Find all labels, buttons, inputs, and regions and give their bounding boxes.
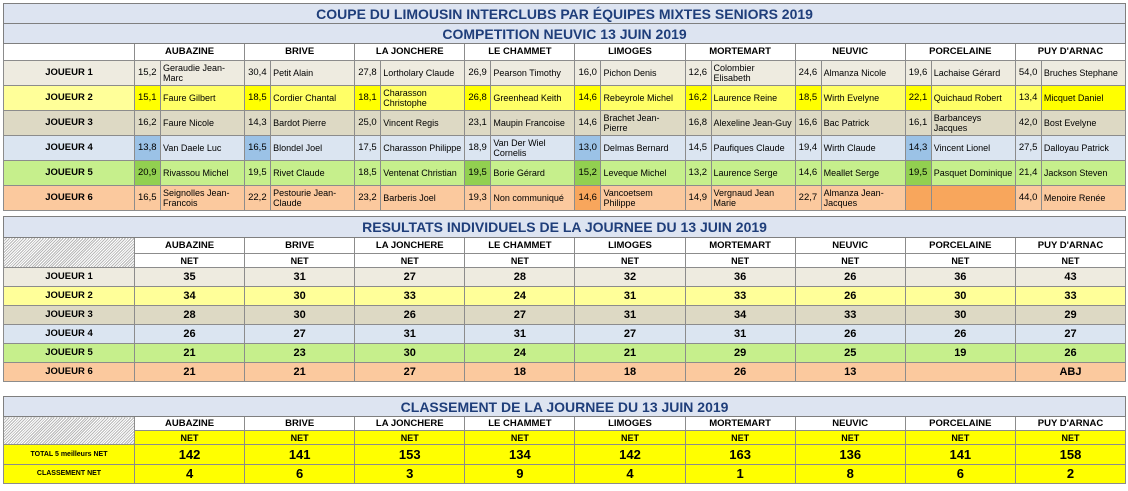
net-score: 30: [245, 287, 355, 306]
team-header: BRIVE: [245, 238, 355, 254]
hatch-cell: [4, 417, 135, 445]
team-header: LA JONCHERE: [355, 44, 465, 61]
player-handicap: 18,1: [355, 86, 381, 111]
rank-value: 4: [575, 465, 685, 484]
net-score: 26: [355, 306, 465, 325]
net-score: 26: [135, 325, 245, 344]
player-name: Charasson Philippe: [381, 136, 465, 161]
team-header: LE CHAMMET: [465, 417, 575, 431]
player-handicap: 19,6: [905, 61, 931, 86]
player-handicap: 13,8: [135, 136, 161, 161]
net-score: 27: [355, 363, 465, 382]
player-label: JOUEUR 2: [4, 86, 135, 111]
player-name: Van Der Wiel Cornelis: [491, 136, 575, 161]
player-name: Laurence Serge: [711, 161, 795, 186]
player-name: Cordier Chantal: [271, 86, 355, 111]
player-handicap: 15,1: [135, 86, 161, 111]
team-header: LA JONCHERE: [355, 238, 465, 254]
player-name: Wirth Evelyne: [821, 86, 905, 111]
net-score: 26: [685, 363, 795, 382]
player-name: Quichaud Robert: [931, 86, 1015, 111]
player-handicap: 19,4: [795, 136, 821, 161]
player-handicap: 14,6: [575, 111, 601, 136]
player-name: Borie Gérard: [491, 161, 575, 186]
net-score: 13: [795, 363, 905, 382]
player-label: JOUEUR 4: [4, 136, 135, 161]
net-score: 31: [465, 325, 575, 344]
net-score: 31: [245, 268, 355, 287]
team-header: BRIVE: [245, 44, 355, 61]
total-score: 141: [905, 445, 1015, 465]
net-score: 30: [905, 306, 1015, 325]
player-handicap: 13,4: [1015, 86, 1041, 111]
net-score: 27: [465, 306, 575, 325]
net-score: 30: [355, 344, 465, 363]
player-handicap: 16,8: [685, 111, 711, 136]
team-header: NEUVIC: [795, 417, 905, 431]
rank-value: 8: [795, 465, 905, 484]
player-handicap: 30,4: [245, 61, 271, 86]
total-score: 134: [465, 445, 575, 465]
player-handicap: 19,5: [245, 161, 271, 186]
net-score: 30: [245, 306, 355, 325]
net-score: 31: [575, 287, 685, 306]
player-label: JOUEUR 6: [4, 186, 135, 211]
player-handicap: 19,3: [465, 186, 491, 211]
player-name: Pasquet Dominique: [931, 161, 1015, 186]
net-header: NET: [1015, 431, 1125, 445]
net-header: NET: [355, 254, 465, 268]
player-handicap: 20,9: [135, 161, 161, 186]
player-name: Faure Gilbert: [161, 86, 245, 111]
net-header: NET: [685, 254, 795, 268]
player-handicap: 54,0: [1015, 61, 1041, 86]
result-row-label: JOUEUR 3: [4, 306, 135, 325]
team-header: PORCELAINE: [905, 417, 1015, 431]
total-score: 163: [685, 445, 795, 465]
net-header: NET: [575, 254, 685, 268]
team-header: PORCELAINE: [905, 44, 1015, 61]
net-header: NET: [465, 431, 575, 445]
player-handicap: 14,3: [905, 136, 931, 161]
net-score: 18: [465, 363, 575, 382]
team-header: PUY D'ARNAC: [1015, 238, 1125, 254]
total-score: 158: [1015, 445, 1125, 465]
player-handicap: 15,2: [575, 161, 601, 186]
player-handicap: 23,2: [355, 186, 381, 211]
player-name: Almanza Jean-Jacques: [821, 186, 905, 211]
net-score: ABJ: [1015, 363, 1125, 382]
net-score: 18: [575, 363, 685, 382]
rank-label: CLASSEMENT NET: [4, 465, 135, 484]
player-name: Delmas Bernard: [601, 136, 685, 161]
player-handicap: 16,5: [135, 186, 161, 211]
net-score: 25: [795, 344, 905, 363]
net-score: 33: [1015, 287, 1125, 306]
total-label: TOTAL 5 meilleurs NET: [4, 445, 135, 465]
team-header: NEUVIC: [795, 238, 905, 254]
total-score: 142: [575, 445, 685, 465]
player-name: Brachet Jean-Pierre: [601, 111, 685, 136]
player-name: Bruches Stephane: [1041, 61, 1125, 86]
player-handicap: 44,0: [1015, 186, 1041, 211]
net-score: 27: [355, 268, 465, 287]
player-name: Colombier Elisabeth: [711, 61, 795, 86]
player-name: Rivet Claude: [271, 161, 355, 186]
player-handicap: 19,5: [465, 161, 491, 186]
player-handicap: 18,5: [355, 161, 381, 186]
team-header: LE CHAMMET: [465, 238, 575, 254]
competition-title: COMPETITION NEUVIC 13 JUIN 2019: [4, 24, 1126, 44]
player-handicap: 18,9: [465, 136, 491, 161]
team-header: LA JONCHERE: [355, 417, 465, 431]
ranking-title: CLASSEMENT DE LA JOURNEE DU 13 JUIN 2019: [4, 397, 1126, 417]
net-header: NET: [905, 254, 1015, 268]
team-header: PUY D'ARNAC: [1015, 44, 1125, 61]
player-handicap: 14,3: [245, 111, 271, 136]
team-header: LIMOGES: [575, 44, 685, 61]
result-row-label: JOUEUR 4: [4, 325, 135, 344]
result-row-label: JOUEUR 2: [4, 287, 135, 306]
player-handicap: 18,5: [245, 86, 271, 111]
player-name: Barbanceys Jacques: [931, 111, 1015, 136]
player-name: Greenhead Keith: [491, 86, 575, 111]
corner-cell: [4, 44, 135, 61]
team-header: AUBAZINE: [135, 44, 245, 61]
team-header: AUBAZINE: [135, 238, 245, 254]
player-handicap: 42,0: [1015, 111, 1041, 136]
net-score: 27: [245, 325, 355, 344]
player-handicap: 17,5: [355, 136, 381, 161]
player-handicap: [905, 186, 931, 211]
player-name: Jackson Steven: [1041, 161, 1125, 186]
player-handicap: 21,4: [1015, 161, 1041, 186]
player-handicap: 13,2: [685, 161, 711, 186]
net-header: NET: [905, 431, 1015, 445]
net-score: 21: [575, 344, 685, 363]
player-handicap: 13,0: [575, 136, 601, 161]
team-header: AUBAZINE: [135, 417, 245, 431]
net-score: 33: [685, 287, 795, 306]
net-header: NET: [795, 254, 905, 268]
player-handicap: 16,2: [685, 86, 711, 111]
net-score: 36: [685, 268, 795, 287]
player-handicap: 22,7: [795, 186, 821, 211]
net-score: 31: [355, 325, 465, 344]
rank-value: 3: [355, 465, 465, 484]
player-handicap: 24,6: [795, 61, 821, 86]
player-label: JOUEUR 1: [4, 61, 135, 86]
net-header: NET: [135, 431, 245, 445]
net-score: 31: [685, 325, 795, 344]
net-score: 19: [905, 344, 1015, 363]
player-handicap: 18,5: [795, 86, 821, 111]
player-name: Rebeyrole Michel: [601, 86, 685, 111]
rank-value: 2: [1015, 465, 1125, 484]
team-header: LE CHAMMET: [465, 44, 575, 61]
net-header: NET: [245, 254, 355, 268]
net-header: NET: [1015, 254, 1125, 268]
team-header: NEUVIC: [795, 44, 905, 61]
team-header: BRIVE: [245, 417, 355, 431]
player-name: Vincent Regis: [381, 111, 465, 136]
results-title: RESULTATS INDIVIDUELS DE LA JOURNEE DU 13 JUIN 2019: [4, 217, 1126, 238]
net-score: 21: [135, 344, 245, 363]
player-handicap: 22,1: [905, 86, 931, 111]
net-score: 21: [135, 363, 245, 382]
net-score: 29: [1015, 306, 1125, 325]
player-name: Laurence Reine: [711, 86, 795, 111]
player-name: Bac Patrick: [821, 111, 905, 136]
player-handicap: 15,2: [135, 61, 161, 86]
player-name: Paufiques Claude: [711, 136, 795, 161]
net-score: 30: [905, 287, 1015, 306]
player-name: Pestourie Jean-Claude: [271, 186, 355, 211]
player-handicap: 22,2: [245, 186, 271, 211]
player-name: Ventenat Christian: [381, 161, 465, 186]
player-name: Faure Nicole: [161, 111, 245, 136]
players-table: [3, 3, 1126, 211]
net-score: 33: [795, 306, 905, 325]
player-name: Lachaise Gérard: [931, 61, 1015, 86]
player-handicap: 26,9: [465, 61, 491, 86]
player-name: Leveque Michel: [601, 161, 685, 186]
team-header: MORTEMART: [685, 44, 795, 61]
team-header: MORTEMART: [685, 238, 795, 254]
result-row-label: JOUEUR 5: [4, 344, 135, 363]
player-handicap: 16,0: [575, 61, 601, 86]
net-score: 34: [135, 287, 245, 306]
player-handicap: 12,6: [685, 61, 711, 86]
player-name: Maupin Francoise: [491, 111, 575, 136]
player-name: Wirth Claude: [821, 136, 905, 161]
net-header: NET: [135, 254, 245, 268]
net-score: 29: [685, 344, 795, 363]
ranking-table: [3, 396, 1126, 484]
net-score: 43: [1015, 268, 1125, 287]
net-score: 21: [245, 363, 355, 382]
player-name: Bost Evelyne: [1041, 111, 1125, 136]
net-score: 24: [465, 287, 575, 306]
net-score: 28: [135, 306, 245, 325]
net-score: 33: [355, 287, 465, 306]
player-handicap: 23,1: [465, 111, 491, 136]
player-name: Bardot Pierre: [271, 111, 355, 136]
net-score: 23: [245, 344, 355, 363]
net-score: 24: [465, 344, 575, 363]
player-handicap: 27,8: [355, 61, 381, 86]
total-score: 141: [245, 445, 355, 465]
player-name: Meallet Serge: [821, 161, 905, 186]
rank-value: 6: [905, 465, 1015, 484]
player-name: Charasson Christophe: [381, 86, 465, 111]
player-name: Menoire Renée: [1041, 186, 1125, 211]
rank-value: 4: [135, 465, 245, 484]
results-table: [3, 216, 1126, 382]
net-header: NET: [245, 431, 355, 445]
net-score: 36: [905, 268, 1015, 287]
net-score: 26: [905, 325, 1015, 344]
player-name: [931, 186, 1015, 211]
player-name: Petit Alain: [271, 61, 355, 86]
total-score: 142: [135, 445, 245, 465]
player-handicap: 14,6: [575, 86, 601, 111]
player-label: JOUEUR 3: [4, 111, 135, 136]
main-title: COUPE DU LIMOUSIN INTERCLUBS PAR ÉQUIPES MIXTES SENIORS 2019: [4, 4, 1126, 24]
total-score: 136: [795, 445, 905, 465]
player-handicap: 25,0: [355, 111, 381, 136]
net-score: 26: [795, 268, 905, 287]
net-header: NET: [355, 431, 465, 445]
player-name: Blondel Joel: [271, 136, 355, 161]
hatch-cell: [4, 238, 135, 268]
net-score: [905, 363, 1015, 382]
net-score: 28: [465, 268, 575, 287]
rank-value: 1: [685, 465, 795, 484]
team-header: PUY D'ARNAC: [1015, 417, 1125, 431]
net-score: 34: [685, 306, 795, 325]
player-handicap: 14,5: [685, 136, 711, 161]
player-name: Rivassou Michel: [161, 161, 245, 186]
player-handicap: 16,5: [245, 136, 271, 161]
net-score: 26: [795, 325, 905, 344]
player-name: Lortholary Claude: [381, 61, 465, 86]
rank-value: 9: [465, 465, 575, 484]
player-name: Vincent Lionel: [931, 136, 1015, 161]
player-handicap: 16,6: [795, 111, 821, 136]
player-handicap: 26,8: [465, 86, 491, 111]
player-handicap: 16,1: [905, 111, 931, 136]
player-handicap: 14,6: [575, 186, 601, 211]
net-score: 26: [1015, 344, 1125, 363]
net-score: 32: [575, 268, 685, 287]
player-name: Almanza Nicole: [821, 61, 905, 86]
player-name: Van Daele Luc: [161, 136, 245, 161]
player-handicap: 16,2: [135, 111, 161, 136]
player-name: Pichon Denis: [601, 61, 685, 86]
player-handicap: 14,6: [795, 161, 821, 186]
net-score: 31: [575, 306, 685, 325]
team-header: LIMOGES: [575, 417, 685, 431]
net-header: NET: [795, 431, 905, 445]
net-header: NET: [685, 431, 795, 445]
result-row-label: JOUEUR 6: [4, 363, 135, 382]
net-header: NET: [465, 254, 575, 268]
player-handicap: 19,5: [905, 161, 931, 186]
player-name: Seignolles Jean-Francois: [161, 186, 245, 211]
net-header: NET: [575, 431, 685, 445]
player-name: Pearson Timothy: [491, 61, 575, 86]
team-header: MORTEMART: [685, 417, 795, 431]
player-name: Geraudie Jean-Marc: [161, 61, 245, 86]
net-score: 27: [1015, 325, 1125, 344]
total-score: 153: [355, 445, 465, 465]
player-name: Barberis Joel: [381, 186, 465, 211]
player-name: Dalloyau Patrick: [1041, 136, 1125, 161]
player-name: Vancoetsem Philippe: [601, 186, 685, 211]
player-name: Vergnaud Jean Marie: [711, 186, 795, 211]
result-row-label: JOUEUR 1: [4, 268, 135, 287]
player-name: Micquet Daniel: [1041, 86, 1125, 111]
net-score: 35: [135, 268, 245, 287]
net-score: 26: [795, 287, 905, 306]
team-header: LIMOGES: [575, 238, 685, 254]
player-name: Alexeline Jean-Guy: [711, 111, 795, 136]
player-handicap: 27,5: [1015, 136, 1041, 161]
player-name: Non communiqué: [491, 186, 575, 211]
net-score: 27: [575, 325, 685, 344]
player-handicap: 14,9: [685, 186, 711, 211]
team-header: PORCELAINE: [905, 238, 1015, 254]
rank-value: 6: [245, 465, 355, 484]
player-label: JOUEUR 5: [4, 161, 135, 186]
